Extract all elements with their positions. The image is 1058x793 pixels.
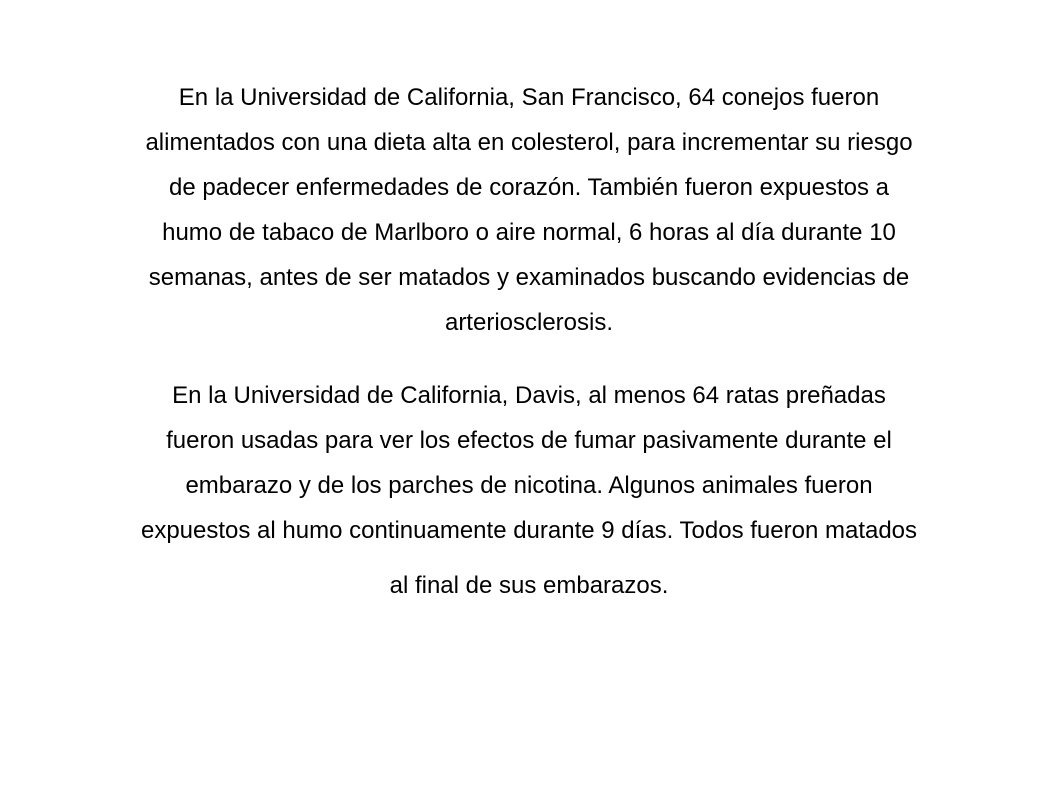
text-line: En la Universidad de California, Davis, al menos 64 ratas preñadas: [172, 382, 886, 409]
text-line: alimentados con una dieta alta en colesterol, para incrementar su riesgo: [145, 129, 913, 156]
paragraph-rats-study: [40, 373, 1018, 608]
text-line: En la Universidad de California, San Francisco, 64 conejos fueron: [178, 84, 880, 111]
text-line: humo de tabaco de Marlboro o aire normal, 6 horas al día durante 10: [162, 219, 896, 246]
text-line: semanas, antes de ser matados y examinados buscando evidencias de: [148, 264, 910, 291]
text-line: arteriosclerosis.: [444, 309, 614, 336]
text-line: expuestos al humo continuamente durante 9 días. Todos fueron matados: [140, 517, 918, 544]
text-line: al final de sus embarazos.: [389, 572, 669, 599]
text-line: embarazo y de los parches de nicotina. Algunos animales fueron: [185, 472, 873, 499]
text-line: de padecer enfermedades de corazón. También fueron expuestos a: [168, 174, 890, 201]
text-line: fueron usadas para ver los efectos de fumar pasivamente durante el: [166, 427, 892, 454]
paragraph-rabbits-study: [40, 75, 1018, 345]
